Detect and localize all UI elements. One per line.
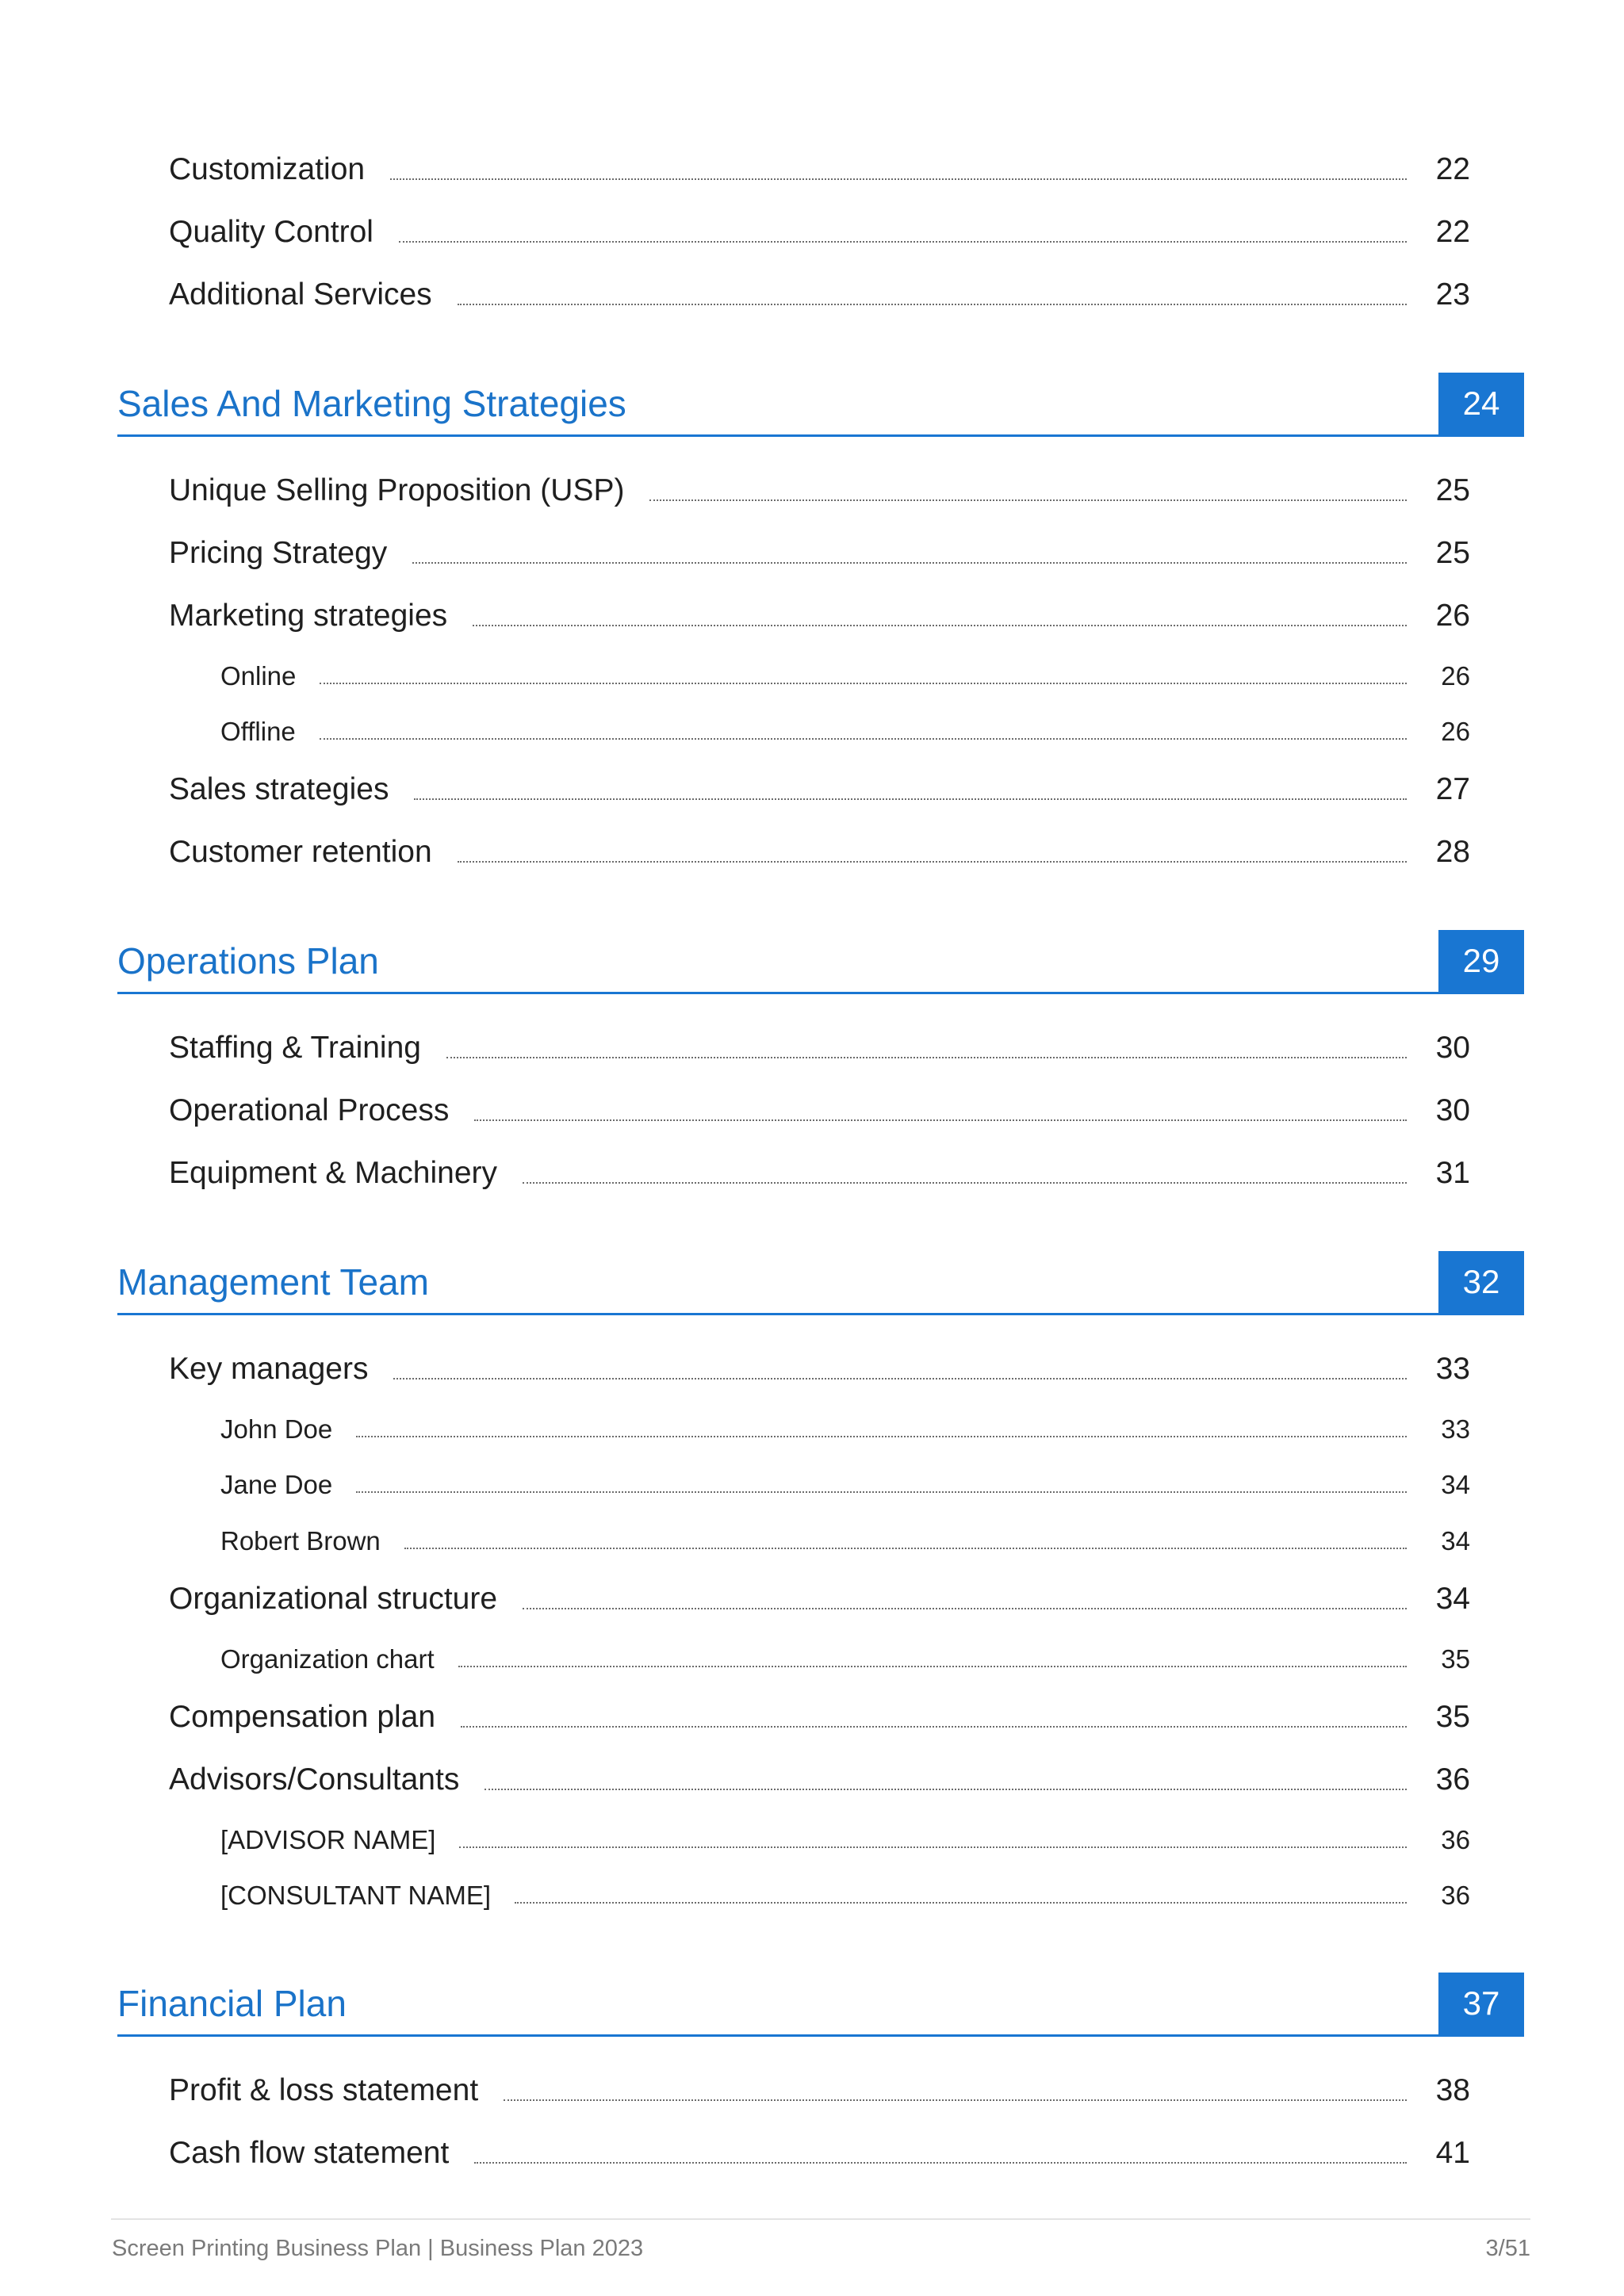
section-title: Operations Plan [117, 940, 379, 982]
dot-leader [474, 1119, 1407, 1121]
toc-entry-label: Organization chart [220, 1644, 435, 1674]
dot-leader [504, 2099, 1407, 2101]
toc-subentry-jane-doe[interactable] [220, 1466, 1499, 1498]
dot-leader [523, 1608, 1407, 1609]
dot-leader [412, 562, 1407, 564]
section-title: Management Team [117, 1261, 429, 1303]
dot-leader [458, 1666, 1407, 1667]
toc-subentry-john-doe[interactable] [220, 1410, 1499, 1442]
toc-entry-organizational-structure[interactable] [169, 1578, 1499, 1614]
toc-entry-label: Operational Process [169, 1093, 450, 1127]
toc-entry-page: 23 [1435, 277, 1470, 312]
toc-entry-compensation-plan[interactable] [169, 1696, 1499, 1732]
section-header-operations-plan[interactable] [117, 930, 1524, 994]
toc-subentry-consultant-name[interactable] [220, 1877, 1499, 1908]
toc-entry-label: Organizational structure [169, 1582, 498, 1616]
footer-page-indicator: 3/51 [1485, 2236, 1530, 2261]
toc-entry-page: 35 [1441, 1644, 1470, 1674]
toc-entry-page: 25 [1435, 536, 1470, 570]
dot-leader [404, 1548, 1407, 1549]
toc-entry-page: 36 [1435, 1762, 1470, 1797]
toc-entry-label: Quality Control [169, 215, 373, 249]
footer-document-title: Screen Printing Business Plan | Business Plan 2023 [112, 2236, 644, 2261]
toc-entry-sales-strategies[interactable] [169, 768, 1499, 805]
toc-entry-label: Robert Brown [220, 1526, 381, 1556]
toc-entry-label: Customer retention [169, 835, 432, 869]
toc-entry-page: 35 [1435, 1700, 1470, 1734]
section-page-badge: 24 [1438, 373, 1524, 434]
toc-entry-label: Customization [169, 152, 366, 186]
toc-entry-label: Equipment & Machinery [169, 1156, 498, 1190]
toc-entry-page: 38 [1435, 2073, 1470, 2107]
toc-entry-page: 30 [1435, 1031, 1470, 1065]
dot-leader [399, 241, 1407, 243]
toc-entry-advisors-consultants[interactable] [169, 1758, 1499, 1795]
toc-entry-label: John Doe [220, 1414, 333, 1444]
dot-leader [473, 625, 1407, 626]
section-header-management-team[interactable] [117, 1251, 1524, 1315]
toc-entry-label: Marketing strategies [169, 599, 448, 633]
toc-entry-page: 22 [1435, 152, 1470, 186]
toc-entry-label: Cash flow statement [169, 2136, 450, 2170]
dot-leader [320, 683, 1407, 684]
toc-entry-label: Profit & loss statement [169, 2073, 479, 2107]
toc-entry-customer-retention[interactable] [169, 831, 1499, 867]
toc-entry-page: 27 [1435, 772, 1470, 806]
toc-entry-page: 26 [1435, 599, 1470, 633]
toc-entry-label: Key managers [169, 1352, 369, 1386]
toc-entry-page: 41 [1435, 2136, 1470, 2170]
toc-entry-page: 30 [1435, 1093, 1470, 1127]
dot-leader [461, 1726, 1407, 1728]
toc-subentry-advisor-name[interactable] [220, 1821, 1499, 1853]
section-title: Financial Plan [117, 1983, 347, 2024]
toc-entry-page: 28 [1435, 835, 1470, 869]
dot-leader [474, 2162, 1407, 2164]
toc-entry-page: 36 [1441, 1881, 1470, 1910]
toc-entry-label: Staffing & Training [169, 1031, 421, 1065]
footer-divider [111, 2218, 1530, 2220]
section-page-badge: 29 [1438, 930, 1524, 992]
toc-entry-label: [CONSULTANT NAME] [220, 1881, 492, 1910]
toc-entry-key-managers[interactable] [169, 1348, 1499, 1384]
section-header-sales-marketing[interactable] [117, 373, 1524, 437]
toc-entry-page: 34 [1441, 1470, 1470, 1499]
toc-entry-pricing-strategy[interactable] [169, 532, 1499, 568]
toc-subentry-online[interactable] [220, 657, 1499, 689]
toc-entry-equipment-machinery[interactable] [169, 1152, 1499, 1188]
dot-leader [649, 499, 1407, 501]
dot-leader [485, 1789, 1407, 1790]
dot-leader [390, 178, 1407, 180]
toc-entry-staffing-training[interactable] [169, 1027, 1499, 1063]
toc-entry-label: [ADVISOR NAME] [220, 1825, 436, 1854]
toc-entry-label: Jane Doe [220, 1470, 333, 1499]
section-page-badge: 32 [1438, 1251, 1524, 1313]
dot-leader [523, 1182, 1407, 1184]
dot-leader [356, 1491, 1407, 1493]
toc-entry-profit-loss-statement[interactable] [169, 2069, 1499, 2106]
toc-entry-customization[interactable] [169, 148, 1499, 185]
toc-entry-page: 26 [1441, 661, 1470, 691]
section-header-financial-plan[interactable] [117, 1973, 1524, 2037]
toc-entry-label: Compensation plan [169, 1700, 436, 1734]
toc-entry-label: Pricing Strategy [169, 536, 388, 570]
toc-entry-page: 36 [1441, 1825, 1470, 1854]
toc-entry-page: 26 [1441, 717, 1470, 746]
section-title: Sales And Marketing Strategies [117, 383, 626, 424]
toc-entry-page: 34 [1435, 1582, 1470, 1616]
toc-entry-quality-control[interactable] [169, 211, 1499, 247]
toc-entry-additional-services[interactable] [169, 274, 1499, 310]
section-page-badge: 37 [1438, 1973, 1524, 2034]
dot-leader [459, 1846, 1407, 1848]
toc-subentry-offline[interactable] [220, 713, 1499, 744]
dot-leader [458, 861, 1407, 863]
toc-entry-label: Additional Services [169, 277, 432, 312]
toc-entry-page: 25 [1435, 473, 1470, 507]
dot-leader [446, 1057, 1407, 1058]
toc-subentry-organization-chart[interactable] [220, 1640, 1499, 1672]
dot-leader [515, 1902, 1407, 1904]
toc-entry-cash-flow-statement[interactable] [169, 2132, 1499, 2168]
toc-subentry-robert-brown[interactable] [220, 1522, 1499, 1554]
toc-entry-label: Sales strategies [169, 772, 389, 806]
toc-entry-page: 33 [1435, 1352, 1470, 1386]
toc-entry-page: 33 [1441, 1414, 1470, 1444]
toc-entry-label: Advisors/Consultants [169, 1762, 460, 1797]
dot-leader [356, 1436, 1407, 1437]
toc-entry-page: 34 [1441, 1526, 1470, 1556]
dot-leader [320, 738, 1407, 740]
toc-entry-label: Online [220, 661, 297, 691]
toc-entry-label: Unique Selling Proposition (USP) [169, 473, 625, 507]
toc-entry-label: Offline [220, 717, 296, 746]
dot-leader [414, 798, 1407, 800]
toc-entry-usp[interactable] [169, 469, 1499, 506]
toc-entry-page: 22 [1435, 215, 1470, 249]
dot-leader [458, 304, 1407, 305]
toc-entry-marketing-strategies[interactable] [169, 595, 1499, 631]
toc-entry-operational-process[interactable] [169, 1089, 1499, 1126]
toc-entry-page: 31 [1435, 1156, 1470, 1190]
dot-leader [393, 1378, 1407, 1380]
